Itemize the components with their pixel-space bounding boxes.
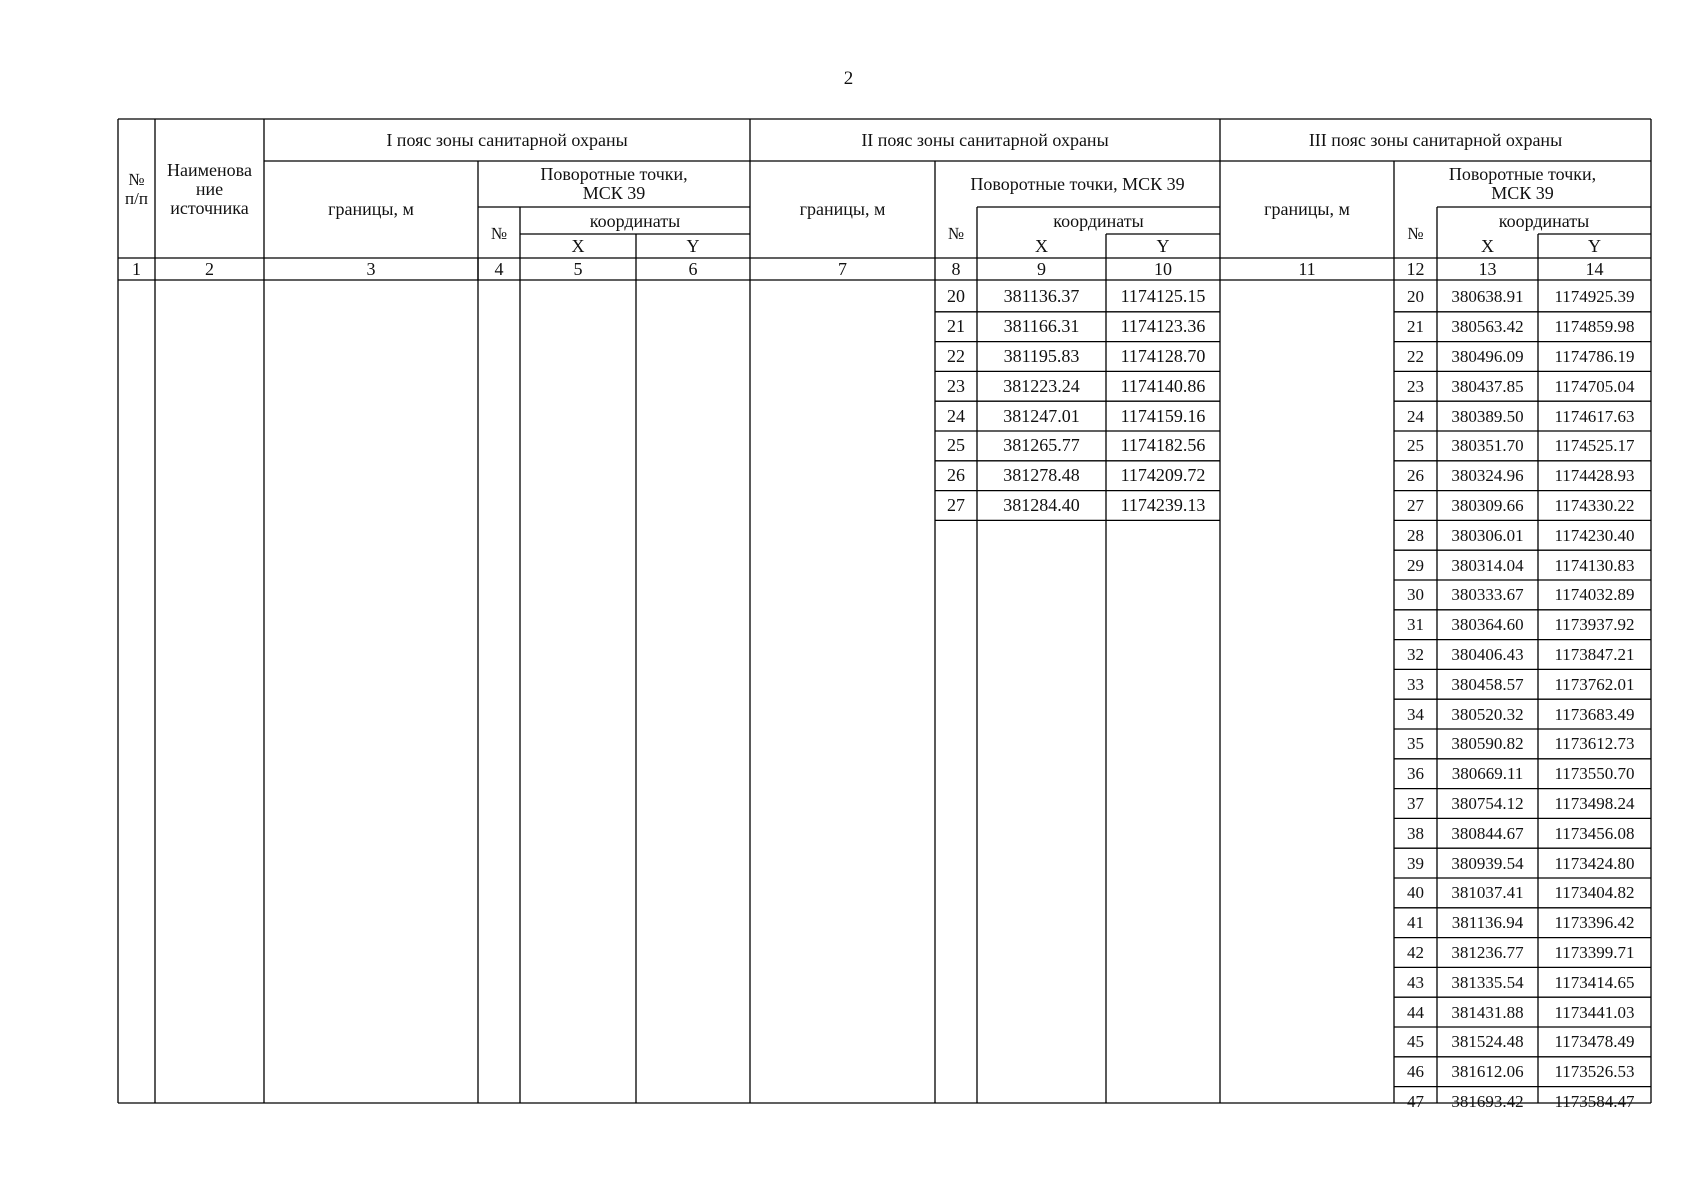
belt-3-point-y: 1173937.92	[1554, 615, 1635, 635]
header-x-1: X	[571, 235, 585, 256]
belt-3-point-y: 1174859.98	[1554, 317, 1635, 337]
belt-3-point-no: 41	[1407, 913, 1424, 933]
header-number-col: № п/п	[125, 170, 148, 208]
belt-3-point-y: 1173847.21	[1554, 645, 1635, 664]
belt-2-point-y: 1174140.86	[1120, 375, 1206, 396]
belt-3-point-x: 380351.70	[1451, 436, 1524, 456]
header-coordinates-2: координаты	[1053, 210, 1144, 231]
belt-3-point-y: 1173396.42	[1554, 913, 1635, 933]
belt-3-point-y: 1173478.49	[1554, 1032, 1635, 1052]
belt-3-point-x: 380939.54	[1451, 853, 1524, 873]
belt-3-point-y: 1174705.04	[1554, 376, 1635, 396]
belt-3-point-no: 31	[1407, 615, 1424, 635]
column-number-4: 4	[494, 258, 504, 279]
belt-3-point-y: 1173441.03	[1554, 1002, 1635, 1022]
belt-2-point-no: 25	[947, 435, 965, 456]
belt-3-point-x: 381136.94	[1451, 913, 1524, 933]
belt-3-point-y: 1173399.71	[1554, 943, 1635, 962]
header-bounds-belt-3: границы, м	[1264, 198, 1350, 219]
belt-3-point-no: 42	[1407, 943, 1424, 962]
belt-2-point-y: 1174125.15	[1120, 286, 1206, 307]
header-turn-points-belt-1: Поворотные точки, МСК 39	[540, 164, 688, 203]
belt-3-point-no: 40	[1407, 883, 1424, 903]
column-number-13: 13	[1478, 258, 1497, 279]
belt-3-point-no: 24	[1407, 406, 1424, 426]
column-number-10: 10	[1154, 258, 1172, 279]
belt-3-point-y: 1174525.17	[1554, 436, 1635, 456]
belt-3-point-no: 21	[1407, 317, 1424, 337]
belt-3-point-x: 380437.85	[1451, 376, 1524, 396]
belt-3-point-x: 380520.32	[1451, 704, 1524, 724]
belt-2-point-x: 381278.48	[1003, 465, 1080, 486]
belt-3-point-y: 1173683.49	[1554, 704, 1635, 724]
belt-3-point-no: 25	[1407, 436, 1424, 456]
page-number: 2	[843, 68, 854, 89]
belt-3-point-x: 380306.01	[1451, 525, 1524, 545]
belt-3-point-y: 1173414.65	[1554, 972, 1635, 992]
header-point-no-3: №	[1407, 223, 1424, 243]
belt-2-point-y: 1174159.16	[1120, 405, 1206, 426]
belt-2-point-no: 22	[947, 346, 965, 366]
belt-2-point-no: 20	[947, 286, 965, 307]
belt-2-point-no: 21	[947, 316, 965, 337]
belt-3-point-y: 1174230.40	[1554, 525, 1635, 545]
column-number-6: 6	[688, 258, 698, 279]
belt-2-point-y: 1174128.70	[1120, 346, 1206, 366]
belt-3-point-y: 1174428.93	[1554, 466, 1635, 486]
belt-3-point-y: 1174130.83	[1554, 555, 1635, 575]
header-y-2: Y	[1156, 235, 1170, 256]
belt-2-point-x: 381223.24	[1003, 375, 1080, 396]
belt-3-point-no: 34	[1407, 704, 1424, 724]
header-coordinates-1: координаты	[589, 210, 681, 231]
belt-2-point-x: 381195.83	[1003, 346, 1080, 366]
belt-3-point-no: 30	[1407, 585, 1424, 605]
belt-3-point-no: 44	[1407, 1002, 1424, 1022]
belt-3-point-no: 22	[1407, 347, 1424, 366]
belt-3-point-x: 380669.11	[1451, 764, 1524, 784]
belt-2-point-x: 381284.40	[1003, 495, 1080, 515]
belt-3-point-x: 380389.50	[1451, 406, 1524, 426]
belt-3-point-x: 380314.04	[1451, 555, 1524, 575]
belt-3-point-y: 1174032.89	[1554, 585, 1635, 605]
column-number-8: 8	[951, 258, 961, 279]
belt-2-point-y: 1174239.13	[1120, 495, 1206, 515]
header-belt-2: II пояс зоны санитарной охраны	[861, 129, 1109, 150]
belt-2-point-no: 27	[947, 495, 965, 515]
column-number-14: 14	[1585, 258, 1604, 279]
belt-3-point-no: 32	[1407, 645, 1424, 664]
belt-3-point-no: 45	[1407, 1032, 1424, 1052]
header-turn-points-belt-2: Поворотные точки, МСК 39	[970, 173, 1185, 194]
belt-3-point-y: 1173584.47	[1554, 1092, 1635, 1111]
header-belt-3: III пояс зоны санитарной охраны	[1308, 129, 1563, 150]
belt-3-point-no: 46	[1407, 1062, 1424, 1082]
belt-3-point-y: 1173424.80	[1554, 853, 1635, 873]
belt-2-point-x: 381166.31	[1003, 316, 1080, 337]
belt-3-point-no: 47	[1407, 1092, 1424, 1111]
belt-2-point-x: 381136.37	[1003, 286, 1080, 307]
belt-3-point-x: 380406.43	[1451, 645, 1524, 664]
header-belt-1: I пояс зоны санитарной охраны	[386, 129, 628, 150]
column-number-5: 5	[573, 258, 583, 279]
belt-3-point-x: 380333.67	[1451, 585, 1524, 605]
belt-3-point-y: 1173498.24	[1554, 794, 1635, 813]
belt-3-point-no: 37	[1407, 794, 1424, 813]
belt-3-point-x: 380364.60	[1451, 615, 1524, 635]
header-coordinates-3: координаты	[1498, 210, 1590, 231]
header-point-no-1: №	[490, 223, 508, 243]
belt-3-point-x: 380754.12	[1451, 794, 1524, 813]
belt-3-point-no: 33	[1407, 674, 1424, 694]
belt-3-point-x: 381037.41	[1451, 883, 1524, 903]
belt-3-point-y: 1174786.19	[1554, 347, 1635, 366]
belt-2-point-x: 381265.77	[1003, 435, 1080, 456]
column-number-11: 11	[1298, 258, 1316, 279]
belt-3-point-x: 380844.67	[1451, 823, 1524, 843]
belt-3-point-x: 380496.09	[1451, 347, 1524, 366]
belt-3-point-y: 1173526.53	[1554, 1062, 1635, 1082]
header-x-3: X	[1481, 235, 1494, 256]
belt-3-point-x: 380324.96	[1451, 466, 1524, 486]
belt-3-point-x: 381612.06	[1451, 1062, 1524, 1082]
belt-3-point-y: 1174925.39	[1554, 287, 1635, 307]
header-bounds-belt-2: границы, м	[799, 198, 886, 219]
belt-3-point-no: 36	[1407, 764, 1424, 784]
belt-3-point-no: 20	[1407, 287, 1424, 307]
belt-2-point-y: 1174209.72	[1120, 465, 1206, 486]
belt-2-point-no: 24	[947, 405, 965, 426]
belt-3-point-x: 381335.54	[1451, 972, 1524, 992]
header-source-name: Наименова ние источника	[167, 159, 252, 218]
belt-3-point-y: 1174330.22	[1554, 496, 1635, 515]
belt-3-point-x: 381431.88	[1451, 1002, 1524, 1022]
belt-3-point-y: 1173404.82	[1554, 883, 1635, 903]
belt-3-point-no: 27	[1407, 496, 1424, 515]
belt-2-point-no: 26	[947, 465, 965, 486]
header-point-no-2: №	[947, 223, 965, 243]
belt-2-point-y: 1174182.56	[1120, 435, 1206, 456]
belt-2-point-x: 381247.01	[1003, 405, 1080, 426]
column-number-3: 3	[366, 258, 376, 279]
belt-3-point-no: 43	[1407, 972, 1424, 992]
belt-3-point-x: 381693.42	[1451, 1092, 1524, 1111]
header-turn-points-belt-3: Поворотные точки, МСК 39	[1448, 164, 1597, 203]
belt-3-point-y: 1173550.70	[1554, 764, 1635, 784]
column-number-2: 2	[205, 258, 214, 279]
belt-2-point-no: 23	[947, 375, 965, 396]
column-number-9: 9	[1037, 258, 1046, 279]
belt-3-point-y: 1173456.08	[1554, 823, 1635, 843]
belt-3-point-x: 381524.48	[1451, 1032, 1524, 1052]
belt-3-point-no: 39	[1407, 853, 1424, 873]
header-y-3: Y	[1588, 235, 1601, 256]
belt-3-point-y: 1174617.63	[1554, 406, 1635, 426]
belt-3-point-x: 380563.42	[1451, 317, 1524, 337]
belt-3-point-no: 23	[1407, 376, 1424, 396]
header-y-1: Y	[686, 235, 700, 256]
belt-3-point-no: 28	[1407, 525, 1424, 545]
header-bounds-belt-1: границы, м	[328, 198, 414, 219]
column-number-7: 7	[838, 258, 847, 279]
belt-3-point-y: 1173612.73	[1554, 734, 1635, 754]
belt-3-point-no: 26	[1407, 466, 1424, 486]
belt-3-point-x: 380638.91	[1451, 287, 1524, 307]
belt-3-point-no: 35	[1407, 734, 1424, 754]
belt-3-point-y: 1173762.01	[1554, 674, 1635, 694]
belt-2-point-y: 1174123.36	[1120, 316, 1206, 337]
column-number-12: 12	[1406, 258, 1425, 279]
belt-3-point-no: 29	[1407, 555, 1424, 575]
belt-3-point-x: 380458.57	[1451, 674, 1524, 694]
belt-3-point-no: 38	[1407, 823, 1424, 843]
belt-3-point-x: 380309.66	[1451, 496, 1524, 515]
belt-3-point-x: 381236.77	[1451, 943, 1524, 962]
belt-3-point-x: 380590.82	[1451, 734, 1524, 754]
header-x-2: X	[1035, 235, 1048, 256]
column-number-1: 1	[132, 258, 141, 279]
